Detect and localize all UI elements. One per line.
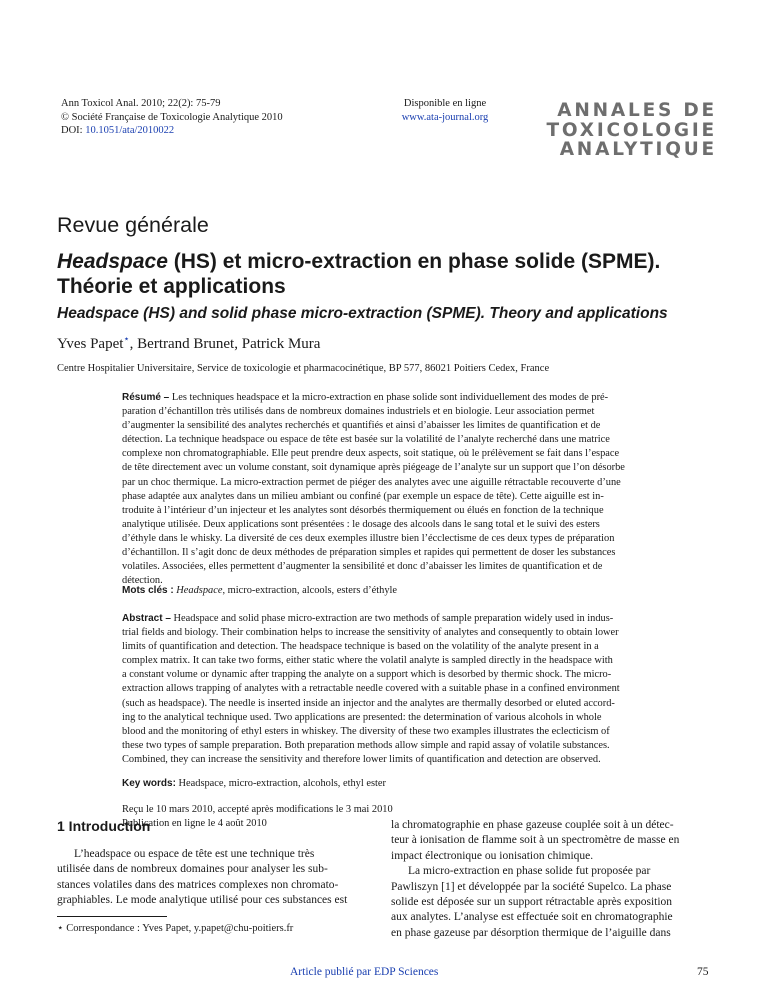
body-line: Pawliszyn [1] et développée par la société Supelco. La phase — [391, 880, 672, 893]
resume-line: analytique utilisée. Deux applications sont présentées : le dosage des alcools dans le sang total et le suivi des esters — [122, 518, 600, 530]
body-line: graphiables. Le mode analytique utilisé pour ces substances est — [57, 894, 348, 907]
resume-line: paration d’échantillon très utilisés dans de nombreux domaines industriels et en biologie. Leur association permet — [122, 406, 595, 418]
copyright: © Société Française de Toxicologie Analytique 2010 — [61, 111, 283, 123]
title-line-1 — [57, 249, 717, 274]
body-line: aux analytes. L’analyse est effectuée soit en chromatographie — [391, 911, 673, 924]
body-line: stances volatiles dans des matrices complexes non chromato- — [57, 878, 339, 891]
logo-line-2: TOXICOLOGIE — [546, 119, 717, 141]
resume-line: détection. — [122, 575, 163, 587]
article-title — [57, 249, 717, 299]
available-label: Disponible en ligne — [403, 98, 487, 109]
abstract-line: (such as headspace). The needle is inserted inside an injector and the analytes are thermally desorbed or eluted accord- — [122, 697, 615, 709]
body-line: L’headspace ou espace de tête est une technique très — [74, 848, 315, 860]
other-authors: , Bertrand Brunet, Patrick Mura — [129, 336, 321, 352]
resume-line: phase adaptée aux analytes dans un milieu ambiant ou confiné (par exemple un espace de tête). Cette aiguille est in- — [122, 490, 604, 502]
section-heading: 1 Introduction — [57, 818, 151, 834]
intro-right-column — [391, 818, 718, 941]
resume-line: par un choc thermique. La micro-extraction permet de piéger des analytes avec une aiguille rétractable recouverte d’une — [122, 476, 621, 488]
doi-link[interactable]: 10.1051/ata/2010022 — [85, 125, 175, 136]
english-title: Headspace (HS) and solid phase micro-extraction (SPME). Theory and applications — [57, 305, 668, 322]
doi-line — [61, 124, 321, 138]
abstract-line: limits of quantification and detection. The headspace technique is based on the volatility of the analyte present in a — [122, 641, 599, 653]
received-date: Reçu le 10 mars 2010, accepté après modifications le 3 mai 2010 — [122, 804, 393, 815]
keywords-fr-label: Mots clés : — [122, 585, 174, 596]
body-line: impact électronique ou ionisation chimique. — [391, 849, 594, 862]
published-date: Publication en ligne le 4 août 2010 — [122, 818, 267, 830]
resume-label: Résumé – — [122, 392, 170, 403]
logo-line-3: ANALYTIQUE — [559, 139, 717, 160]
page-number: 75 — [697, 966, 709, 978]
abstract-line: trial fields and biology. Their combination helps to increase the sensitivity of analytes and consequently to obtain lower — [122, 627, 619, 639]
keywords-en-label: Key words: — [122, 778, 176, 789]
footnote — [57, 922, 293, 934]
abstract-block — [122, 612, 718, 767]
resume-line: troduite à l’intérieur d’un injecteur et les analytes sont désorbés thermiquement ou élués en fonction de la technique — [122, 504, 604, 516]
doi-label: DOI: — [61, 125, 83, 136]
footnote-text: Correspondance : Yves Papet, y.papet@chu-poitiers.fr — [63, 923, 294, 934]
citation-block — [61, 97, 321, 138]
resume-line: d’éthyle dans le whisky. La diversité de ces deux exemples illustre bien l’écclectisme de ces deux types de préparation — [122, 532, 615, 544]
resume-line: de tête directement avec un volume constant, soit dynamique après piégeage de l’analyte sur un support que l’on désorbe — [122, 462, 625, 474]
authors — [57, 334, 320, 353]
body-line: la chromatographie en phase gazeuse couplée soit à un détec- — [391, 819, 674, 831]
logo-line-1: ANNALES DE — [557, 100, 717, 121]
abstract-line: extraction allows trapping of analytes with a retractable needle covered with a suitable phase in a confined environment — [122, 683, 620, 695]
citation: Ann Toxicol Anal. 2010; 22(2): 75-79 — [61, 98, 221, 109]
resume-line: Résumé – Les techniques headspace et la micro-extraction en phase solide sont individuellement des modes de pré- — [122, 392, 609, 403]
publisher-link[interactable]: Article publié par EDP Sciences — [290, 966, 439, 978]
body-line: teur à ionisation de flamme soit à un spectromètre de masse en — [391, 834, 680, 847]
abstract-line: ing to the analytical technique used. Two applications are presented: the determination of various alcohols in whole — [122, 711, 602, 723]
title-rest: (HS) et micro-extraction en phase solide (SPME). — [167, 250, 661, 273]
footnote-star-icon: ⋆ — [57, 923, 64, 934]
abstract-line: these two types of sample preparation. Both preparation methods allow simple and rapid assay of volatile substances. — [122, 739, 610, 751]
title-line-2: Théorie et applications — [57, 275, 286, 298]
keywords-en: Key words: Headspace, micro-extraction, alcohols, ethyl ester — [122, 778, 386, 789]
availability-block — [380, 97, 510, 124]
abstract-line: a constant volume or dynamic after trapping the analyte on a support which is desorbed by thermic shock. The micro- — [122, 669, 612, 681]
section-label: Revue générale — [57, 213, 209, 237]
affiliation: Centre Hospitalier Universitaire, Service de toxicologie et pharmacocinétique, BP 577, 86021 Poitiers Cedex, France — [57, 363, 550, 374]
abstract-line: complex matrix. It can take two forms, either static where the volatil analyte is sampled directly in the headspace with — [122, 655, 613, 667]
resume-block — [122, 391, 718, 588]
keywords-fr: Mots clés : Headspace, micro-extraction, alcools, esters d’éthyle — [122, 585, 398, 596]
body-line: en phase gazeuse par désorption thermique de l’aiguille dans — [391, 926, 671, 939]
journal-logo — [530, 101, 717, 160]
journal-website-link[interactable]: www.ata-journal.org — [401, 111, 489, 123]
author-1: Yves Papet — [57, 336, 124, 352]
resume-line: complexe non chromatographiable. Elle peut prendre deux aspects, soit statique, où le prélèvement se fait dans l’espace — [122, 448, 620, 460]
abstract-line: Abstract – Headspace and solid phase micro-extraction are two methods of sample preparation widely used in indus- — [122, 613, 614, 624]
intro-left-column — [57, 847, 372, 909]
corresponding-star-icon[interactable]: ⋆ — [123, 334, 130, 345]
resume-line: détection. La technique headspace ou espace de tête est basée sur la volatilité de l’analyte recherché dans une matrice — [122, 434, 610, 446]
abstract-line: Combined, they can increase the sensitivity and therefore lower limits of quantification and detection are observed. — [122, 753, 601, 765]
abstract-label: Abstract – — [122, 613, 171, 624]
body-line: solide est déposée sur un support rétractable après exposition — [391, 896, 673, 909]
body-line: utilisée dans de nombreux domaines pour analyser les sub- — [57, 863, 328, 876]
abstract-line: blood and the monitoring of ethyl esters in whiskey. The diversity of these two examples illustrates the eclecticism of — [122, 725, 610, 737]
footnote-rule — [57, 916, 167, 917]
body-line: La micro-extraction en phase solide fut proposée par — [408, 865, 651, 878]
resume-line: d’échantillon. Il s’agit donc de deux méthodes de préparation simples et rapides qui permettent de doser les substances — [122, 547, 616, 559]
resume-line: d’augmenter la sensibilité des analytes recherchés et quantifiés et ainsi d’abaisser les limites de quantification et de — [122, 420, 601, 432]
title-italic: Headspace — [57, 250, 168, 273]
resume-line: volatiles. Associées, elles permettent d’augmenter la sensibilité et donc d’abaisser les limites de quantification et de — [122, 561, 603, 573]
